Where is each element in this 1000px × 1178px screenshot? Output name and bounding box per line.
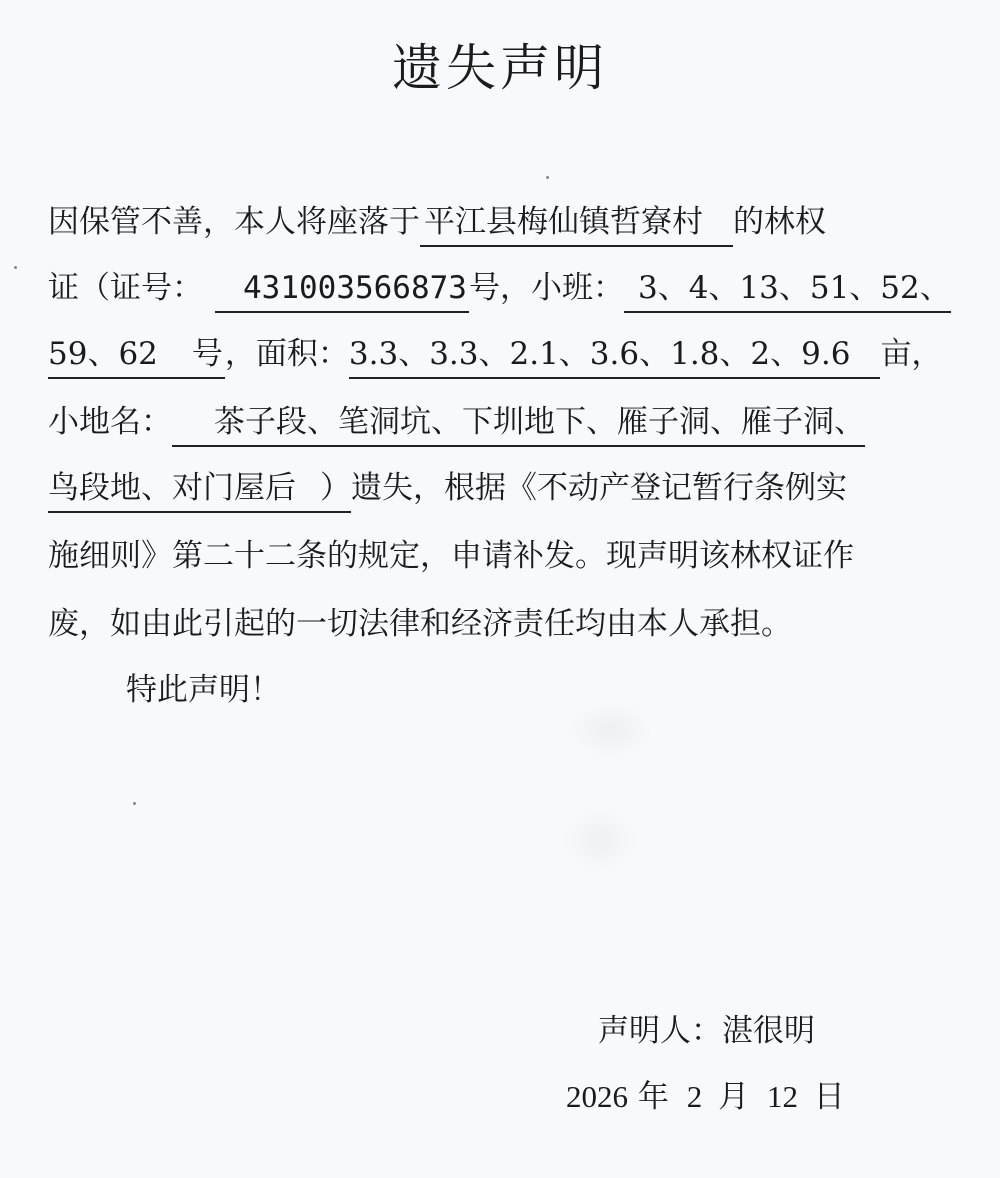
body-line-3 (48, 324, 942, 384)
declarant-label: 声明人： (598, 1013, 722, 1049)
declarant (598, 1006, 815, 1056)
date-day: 12 (766, 1079, 798, 1114)
text: 的林权 (733, 204, 826, 240)
date (566, 1072, 845, 1122)
declarant-name: 湛很明 (722, 1013, 815, 1049)
date-day-unit: 日 (813, 1079, 845, 1115)
text: 证（证号： (48, 270, 203, 306)
text: 遗失，根据《不动产登记暂行条例实 (351, 470, 847, 506)
area-field: 3.3、3.3、2.1、3.6、1.8、2、9.6 (349, 331, 881, 379)
text: 小地名： (48, 404, 172, 440)
text: 号，小班： (468, 270, 624, 306)
location-field: 平江县梅仙镇哲寮村 (420, 199, 733, 247)
scan-speck (14, 266, 17, 269)
text: 亩， (880, 336, 943, 372)
subcompartment-field: 3、4、13、51、52、 (624, 265, 951, 313)
date-year: 2026 (566, 1079, 628, 1114)
date-year-unit: 年 (637, 1079, 669, 1115)
subcompartment-field-cont: 59、62 号 (48, 331, 225, 379)
place-name-field: 茶子段、笔洞坑、下圳地下、雁子洞、雁子洞、 (172, 399, 865, 447)
date-month: 2 (686, 1079, 703, 1114)
certificate-number-field: 431003566873 (215, 265, 469, 313)
text: 因保管不善，本人将座落于 (48, 204, 420, 240)
body-line-6: 施细则》第二十二条的规定，申请补发。现声明该林权证作 (48, 538, 854, 574)
body-line-5 (48, 458, 847, 518)
scan-speck (546, 176, 549, 179)
page-title: 遗失声明 (392, 39, 608, 97)
body-line-2 (48, 258, 951, 318)
body-line-1 (48, 192, 826, 252)
place-name-field-cont: 鸟段地、对门屋后 ） (48, 465, 351, 513)
closing-statement: 特此声明！ (126, 672, 281, 708)
scan-speck (133, 802, 136, 805)
text: ，面积： (224, 336, 349, 372)
date-month-unit: 月 (718, 1079, 750, 1115)
body-line-4 (48, 392, 865, 452)
body-line-7: 废，如由此引起的一切法律和经济责任均由本人承担。 (48, 606, 792, 642)
